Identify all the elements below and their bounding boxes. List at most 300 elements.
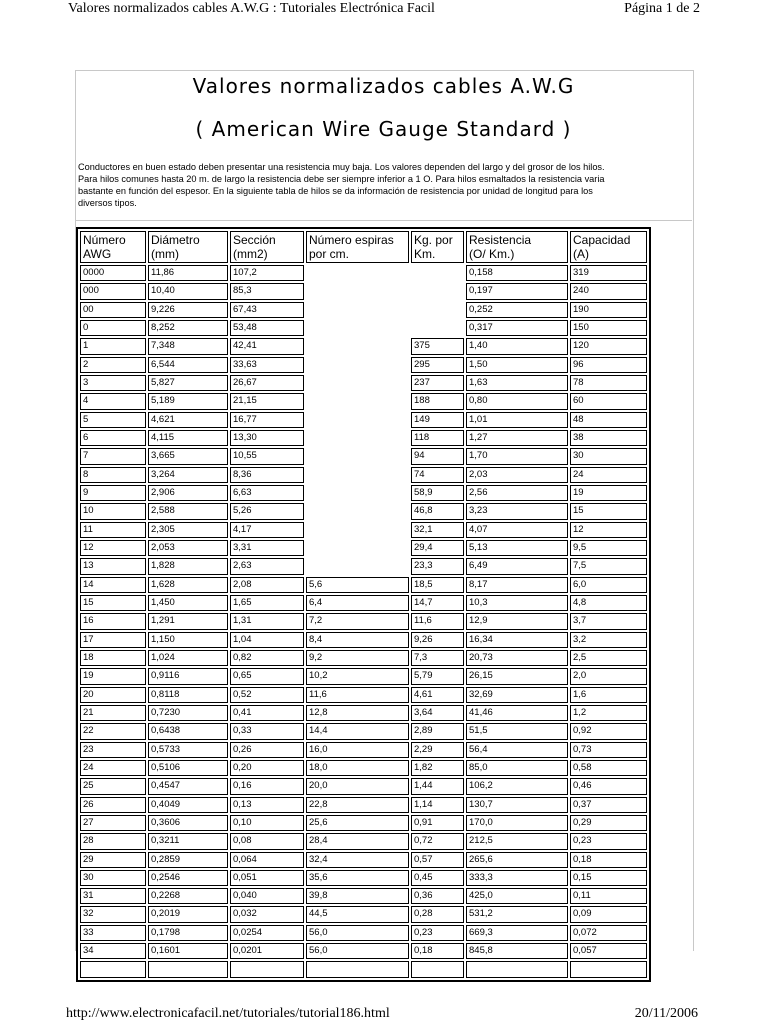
cell-kg: 375: [411, 338, 464, 354]
cell-awg: 3: [80, 375, 146, 391]
cell-diameter: 4,621: [148, 412, 228, 428]
cell-kg: 18,5: [411, 577, 464, 593]
cell-turns: 18,0: [306, 760, 409, 776]
cell-section: 13,30: [230, 430, 304, 446]
cell-turns: [306, 320, 409, 336]
cell-section: 0,13: [230, 797, 304, 813]
cell-kg: 0,91: [411, 815, 464, 831]
cell-turns: [306, 540, 409, 556]
cell-turns: 28,4: [306, 833, 409, 849]
cell-awg: 20: [80, 687, 146, 703]
cell-awg: 17: [80, 632, 146, 648]
table-row: [80, 283, 647, 299]
table-row: [80, 265, 647, 281]
table-header-row: [80, 231, 647, 263]
cell-turns: 32,4: [306, 852, 409, 868]
cell-kg: 46,8: [411, 503, 464, 519]
cell-capacity: 3,7: [570, 613, 647, 629]
cell-section: 0,20: [230, 760, 304, 776]
cell-capacity: [570, 961, 647, 977]
cell-capacity: 190: [570, 302, 647, 318]
cell-kg: 2,29: [411, 742, 464, 758]
cell-resistance: 85,0: [466, 760, 568, 776]
page-footer: [0, 1006, 768, 1024]
cell-diameter: [148, 961, 228, 977]
cell-resistance: 0,80: [466, 393, 568, 409]
cell-resistance: 0,197: [466, 283, 568, 299]
intro-paragraph: [78, 161, 688, 209]
cell-section: 1,65: [230, 595, 304, 611]
cell-turns: 56,0: [306, 925, 409, 941]
cell-resistance: 1,63: [466, 375, 568, 391]
cell-awg: 000: [80, 283, 146, 299]
cell-capacity: 2,0: [570, 668, 647, 684]
cell-awg: 7: [80, 448, 146, 464]
cell-turns: [306, 375, 409, 391]
cell-resistance: 2,56: [466, 485, 568, 501]
cell-kg: 0,36: [411, 888, 464, 904]
table-row: [80, 375, 647, 391]
table-row: [80, 705, 647, 721]
cell-awg: 31: [80, 888, 146, 904]
cell-diameter: 5,189: [148, 393, 228, 409]
cell-kg: 0,72: [411, 833, 464, 849]
cell-awg: 23: [80, 742, 146, 758]
cell-diameter: 4,115: [148, 430, 228, 446]
cell-capacity: 96: [570, 357, 647, 373]
cell-awg: 9: [80, 485, 146, 501]
cell-resistance: 3,23: [466, 503, 568, 519]
document-title: Valores normalizados cables A.W.G: [192, 74, 575, 98]
cell-section: 0,16: [230, 778, 304, 794]
table-row: [80, 870, 647, 886]
cell-resistance: 170,0: [466, 815, 568, 831]
cell-section: 0,65: [230, 668, 304, 684]
table-row: [80, 760, 647, 776]
cell-resistance: 2,03: [466, 467, 568, 483]
cell-awg: 6: [80, 430, 146, 446]
cell-diameter: 5,827: [148, 375, 228, 391]
cell-resistance: 265,6: [466, 852, 568, 868]
cell-section: 2,08: [230, 577, 304, 593]
cell-capacity: 9,5: [570, 540, 647, 556]
cell-capacity: 0,37: [570, 797, 647, 813]
cell-resistance: 10,3: [466, 595, 568, 611]
cell-diameter: 0,4547: [148, 778, 228, 794]
cell-diameter: 2,305: [148, 522, 228, 538]
cell-diameter: 1,628: [148, 577, 228, 593]
cell-capacity: 0,23: [570, 833, 647, 849]
cell-capacity: 0,73: [570, 742, 647, 758]
cell-resistance: 8,17: [466, 577, 568, 593]
cell-kg: 32,1: [411, 522, 464, 538]
cell-awg: 14: [80, 577, 146, 593]
cell-resistance: 1,50: [466, 357, 568, 373]
cell-turns: 56,0: [306, 943, 409, 959]
cell-section: 0,10: [230, 815, 304, 831]
cell-kg: [411, 302, 464, 318]
cell-kg: [411, 320, 464, 336]
cell-awg: 11: [80, 522, 146, 538]
cell-turns: 8,4: [306, 632, 409, 648]
intro-line: Para hilos comunes hasta 20 m. de largo la resistencia debe ser siempre inferior a 1 O. Para hilos esmaltados la resistencia varia: [78, 174, 605, 184]
table-row: [80, 815, 647, 831]
cell-capacity: 2,5: [570, 650, 647, 666]
cell-turns: 5,6: [306, 577, 409, 593]
intro-line: diversos tipos.: [78, 198, 137, 208]
cell-section: 42,41: [230, 338, 304, 354]
table-row: [80, 833, 647, 849]
cell-resistance: 845,8: [466, 943, 568, 959]
cell-awg: 00: [80, 302, 146, 318]
cell-turns: [306, 558, 409, 574]
cell-section: 85,3: [230, 283, 304, 299]
cell-section: 0,051: [230, 870, 304, 886]
table-row: [80, 595, 647, 611]
cell-diameter: 0,6438: [148, 723, 228, 739]
cell-diameter: 0,2268: [148, 888, 228, 904]
header-capacity: Capacidad (A): [570, 231, 647, 263]
cell-kg: 0,18: [411, 943, 464, 959]
cell-diameter: 0,2019: [148, 906, 228, 922]
cell-turns: [306, 503, 409, 519]
table-row: [80, 338, 647, 354]
cell-section: 10,55: [230, 448, 304, 464]
cell-turns: [306, 430, 409, 446]
cell-awg: 0: [80, 320, 146, 336]
cell-capacity: 0,11: [570, 888, 647, 904]
table-row: [80, 467, 647, 483]
cell-capacity: 319: [570, 265, 647, 281]
table-row: [80, 650, 647, 666]
cell-awg: 15: [80, 595, 146, 611]
cell-awg: 8: [80, 467, 146, 483]
cell-capacity: 15: [570, 503, 647, 519]
cell-turns: 7,2: [306, 613, 409, 629]
cell-capacity: 4,8: [570, 595, 647, 611]
table-row: [80, 613, 647, 629]
cell-awg: 25: [80, 778, 146, 794]
cell-kg: 11,6: [411, 613, 464, 629]
cell-turns: [306, 485, 409, 501]
table-row: [80, 668, 647, 684]
cell-section: 0,41: [230, 705, 304, 721]
cell-resistance: 26,15: [466, 668, 568, 684]
cell-section: 67,43: [230, 302, 304, 318]
cell-turns: 20,0: [306, 778, 409, 794]
cell-resistance: 6,49: [466, 558, 568, 574]
cell-section: 8,36: [230, 467, 304, 483]
cell-resistance: 1,70: [466, 448, 568, 464]
table-row: [80, 393, 647, 409]
cell-section: 3,31: [230, 540, 304, 556]
cell-awg: 18: [80, 650, 146, 666]
cell-resistance: 0,317: [466, 320, 568, 336]
cell-capacity: 19: [570, 485, 647, 501]
cell-resistance: 106,2: [466, 778, 568, 794]
cell-section: 1,31: [230, 613, 304, 629]
cell-capacity: 0,29: [570, 815, 647, 831]
cell-section: 5,26: [230, 503, 304, 519]
table-row: [80, 852, 647, 868]
header-section: Sección (mm2): [230, 231, 304, 263]
cell-awg: 5: [80, 412, 146, 428]
cell-resistance: 333,3: [466, 870, 568, 886]
cell-diameter: 1,024: [148, 650, 228, 666]
cell-section: 0,33: [230, 723, 304, 739]
cell-resistance: 531,2: [466, 906, 568, 922]
cell-section: 0,26: [230, 742, 304, 758]
table-row: [80, 540, 647, 556]
table-row: [80, 687, 647, 703]
cell-section: 0,52: [230, 687, 304, 703]
table-row: [80, 503, 647, 519]
cell-capacity: 0,09: [570, 906, 647, 922]
table-row: [80, 320, 647, 336]
cell-turns: 9,2: [306, 650, 409, 666]
cell-section: 0,032: [230, 906, 304, 922]
footer-date: 20/11/2006: [634, 1006, 698, 1021]
cell-diameter: 0,9116: [148, 668, 228, 684]
cell-kg: 4,61: [411, 687, 464, 703]
cell-turns: [306, 302, 409, 318]
cell-awg: 27: [80, 815, 146, 831]
content-divider: [75, 220, 692, 221]
cell-resistance: 12,9: [466, 613, 568, 629]
cell-turns: 11,6: [306, 687, 409, 703]
cell-section: 0,064: [230, 852, 304, 868]
cell-section: 26,67: [230, 375, 304, 391]
cell-kg: 237: [411, 375, 464, 391]
cell-resistance: 212,5: [466, 833, 568, 849]
table-row: [80, 357, 647, 373]
cell-section: 0,0254: [230, 925, 304, 941]
cell-awg: 24: [80, 760, 146, 776]
cell-section: 4,17: [230, 522, 304, 538]
cell-diameter: 0,1601: [148, 943, 228, 959]
cell-kg: 14,7: [411, 595, 464, 611]
cell-resistance: 669,3: [466, 925, 568, 941]
cell-turns: 44,5: [306, 906, 409, 922]
cell-diameter: 0,5106: [148, 760, 228, 776]
cell-capacity: 38: [570, 430, 647, 446]
table-row: [80, 723, 647, 739]
cell-awg: 16: [80, 613, 146, 629]
cell-turns: [306, 522, 409, 538]
cell-capacity: 12: [570, 522, 647, 538]
cell-resistance: 4,07: [466, 522, 568, 538]
cell-section: 0,0201: [230, 943, 304, 959]
cell-turns: 10,2: [306, 668, 409, 684]
table-row: [80, 558, 647, 574]
header-resistance: Resistencia (O/ Km.): [466, 231, 568, 263]
cell-kg: 23,3: [411, 558, 464, 574]
cell-capacity: 0,46: [570, 778, 647, 794]
cell-resistance: [466, 961, 568, 977]
cell-awg: 4: [80, 393, 146, 409]
cell-resistance: 0,158: [466, 265, 568, 281]
cell-kg: [411, 283, 464, 299]
cell-turns: 12,8: [306, 705, 409, 721]
footer-url: http://www.electronicafacil.net/tutoriales/tutorial186.html: [66, 1006, 390, 1021]
cell-turns: [306, 338, 409, 354]
cell-awg: 29: [80, 852, 146, 868]
cell-kg: 94: [411, 448, 464, 464]
table-row: [80, 797, 647, 813]
table-row: [80, 485, 647, 501]
cell-capacity: 1,6: [570, 687, 647, 703]
cell-turns: [306, 393, 409, 409]
cell-diameter: 1,828: [148, 558, 228, 574]
table-row: [80, 448, 647, 464]
cell-diameter: 3,665: [148, 448, 228, 464]
cell-capacity: 6,0: [570, 577, 647, 593]
cell-section: 33,63: [230, 357, 304, 373]
cell-turns: [306, 283, 409, 299]
cell-turns: 14,4: [306, 723, 409, 739]
cell-diameter: 0,8118: [148, 687, 228, 703]
cell-resistance: 0,252: [466, 302, 568, 318]
cell-capacity: 150: [570, 320, 647, 336]
cell-awg: 19: [80, 668, 146, 684]
cell-capacity: 240: [570, 283, 647, 299]
cell-diameter: 0,4049: [148, 797, 228, 813]
cell-kg: 1,14: [411, 797, 464, 813]
cell-diameter: 1,150: [148, 632, 228, 648]
cell-turns: 25,6: [306, 815, 409, 831]
cell-diameter: 8,252: [148, 320, 228, 336]
table-row: [80, 888, 647, 904]
cell-kg: 2,89: [411, 723, 464, 739]
cell-section: 53,48: [230, 320, 304, 336]
cell-turns: 39,8: [306, 888, 409, 904]
table-row: [80, 412, 647, 428]
cell-turns: [306, 357, 409, 373]
cell-kg: 58,9: [411, 485, 464, 501]
cell-kg: 0,28: [411, 906, 464, 922]
cell-capacity: 24: [570, 467, 647, 483]
cell-section: 0,82: [230, 650, 304, 666]
table-row: [80, 906, 647, 922]
cell-awg: 13: [80, 558, 146, 574]
cell-awg: [80, 961, 146, 977]
cell-resistance: 1,40: [466, 338, 568, 354]
table-row: [80, 943, 647, 959]
cell-section: 0,040: [230, 888, 304, 904]
cell-diameter: 6,544: [148, 357, 228, 373]
cell-resistance: 16,34: [466, 632, 568, 648]
page-header: [0, 0, 768, 22]
header-turns-per-cm: Número espiras por cm.: [306, 231, 409, 263]
intro-line: bastante en función del espesor. En la siguiente tabla de hilos se da información de resistencia por unidad de longitud para los: [78, 186, 593, 196]
cell-capacity: 120: [570, 338, 647, 354]
cell-kg: 1,44: [411, 778, 464, 794]
page-number: Página 1 de 2: [624, 1, 700, 16]
cell-turns: 6,4: [306, 595, 409, 611]
cell-diameter: 11,86: [148, 265, 228, 281]
cell-kg: [411, 961, 464, 977]
cell-capacity: 0,92: [570, 723, 647, 739]
cell-kg: 7,3: [411, 650, 464, 666]
table-row: [80, 577, 647, 593]
cell-kg: 29,4: [411, 540, 464, 556]
table-row: [80, 925, 647, 941]
cell-section: 107,2: [230, 265, 304, 281]
cell-kg: 9,26: [411, 632, 464, 648]
cell-resistance: 130,7: [466, 797, 568, 813]
cell-awg: 1: [80, 338, 146, 354]
cell-resistance: 20,73: [466, 650, 568, 666]
document-subtitle: ( American Wire Gauge Standard ): [195, 117, 572, 141]
cell-kg: 0,57: [411, 852, 464, 868]
cell-capacity: 0,18: [570, 852, 647, 868]
cell-diameter: 0,3211: [148, 833, 228, 849]
cell-awg: 0000: [80, 265, 146, 281]
cell-diameter: 10,40: [148, 283, 228, 299]
cell-resistance: 1,27: [466, 430, 568, 446]
cell-diameter: 9,226: [148, 302, 228, 318]
cell-kg: 188: [411, 393, 464, 409]
cell-diameter: 0,5733: [148, 742, 228, 758]
cell-kg: 74: [411, 467, 464, 483]
cell-diameter: 0,2859: [148, 852, 228, 868]
table-row: [80, 632, 647, 648]
cell-capacity: 7,5: [570, 558, 647, 574]
cell-capacity: 0,15: [570, 870, 647, 886]
cell-awg: 10: [80, 503, 146, 519]
header-awg: Número AWG: [80, 231, 146, 263]
cell-diameter: 1,291: [148, 613, 228, 629]
cell-awg: 30: [80, 870, 146, 886]
cell-kg: 0,45: [411, 870, 464, 886]
cell-awg: 22: [80, 723, 146, 739]
cell-capacity: 0,057: [570, 943, 647, 959]
cell-capacity: 0,072: [570, 925, 647, 941]
cell-awg: 21: [80, 705, 146, 721]
cell-diameter: 0,3606: [148, 815, 228, 831]
cell-kg: [411, 265, 464, 281]
cell-kg: 118: [411, 430, 464, 446]
table-row: [80, 522, 647, 538]
header-diameter: Diámetro (mm): [148, 231, 228, 263]
cell-kg: 149: [411, 412, 464, 428]
table-row: [80, 742, 647, 758]
cell-kg: 3,64: [411, 705, 464, 721]
cell-capacity: 60: [570, 393, 647, 409]
cell-resistance: 32,69: [466, 687, 568, 703]
cell-awg: 26: [80, 797, 146, 813]
cell-turns: [306, 448, 409, 464]
cell-awg: 33: [80, 925, 146, 941]
table-row: [80, 430, 647, 446]
intro-line: Conductores en buen estado deben presentar una resistencia muy baja. Los valores dependen del largo y del grosor de los hilos.: [78, 162, 605, 172]
cell-turns: [306, 961, 409, 977]
cell-diameter: 2,053: [148, 540, 228, 556]
cell-capacity: 3,2: [570, 632, 647, 648]
cell-resistance: 56,4: [466, 742, 568, 758]
page-header-title: Valores normalizados cables A.W.G : Tutoriales Electrónica Facil: [68, 1, 435, 16]
table-row: [80, 302, 647, 318]
cell-turns: 16,0: [306, 742, 409, 758]
cell-capacity: 30: [570, 448, 647, 464]
cell-kg: 0,23: [411, 925, 464, 941]
cell-section: 1,04: [230, 632, 304, 648]
cell-turns: 35,6: [306, 870, 409, 886]
cell-turns: [306, 412, 409, 428]
table-row: [80, 961, 647, 977]
cell-capacity: 78: [570, 375, 647, 391]
cell-section: 2,63: [230, 558, 304, 574]
